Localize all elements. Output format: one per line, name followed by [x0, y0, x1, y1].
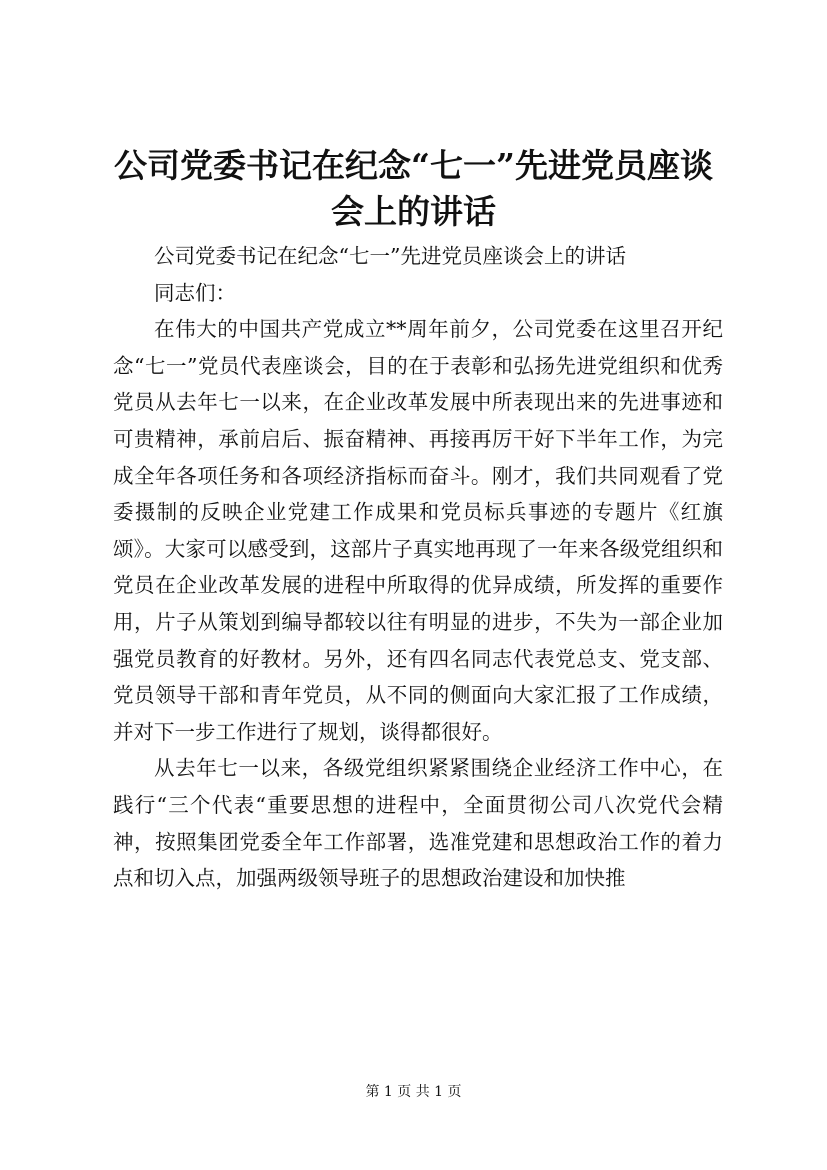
document-title: 公司党委书记在纪念“七一”先进党员座谈会上的讲话 — [114, 146, 713, 231]
body-paragraph: 在伟大的中国共产党成立**周年前夕，公司党委在这里召开纪念“七一”党员代表座谈会，目的在于表彰和弘扬先进党组织和优秀党员从去年七一以来，在企业改革发展中所表现出来的先进事迹和可贵精神，承前启后、振奋精神、再接再厉干好下半年工作，为完成全年各项任务和各项经济指标而奋斗。刚才，我们共同观看了党委摄制的反映企业党建工作成果和党员标兵事迹的专题片《红旗颂》。大家可以感受到，这部片子真实地再现了一年来各级党组织和党员在企业改革发展的进程中所取得的优异成绩，所发挥的重要作用，片子从策划到编导都较以往有明显的进步，不失为一部企业加强党员教育的好教材。另外，还有四名同志代表党总支、党支部、党员领导干部和青年党员，从不同的侧面向大家汇报了工作成绩，并对下一步工作进行了规划，谈得都很好。 — [113, 317, 723, 744]
body-paragraph: 从去年七一以来，各级党组织紧紧围绕企业经济工作中心，在践行“三个代表“重要思想的进程中，全面贯彻公司八次党代会精神，按照集团党委全年工作部署，选准党建和思想政治工作的着力点和切入点，加强两级领导班子的思想政治建设和加快推 — [113, 756, 723, 891]
salutation-paragraph: 同志们： — [154, 280, 236, 305]
document-body — [113, 238, 723, 897]
page-footer: 第 1 页 共 1 页 — [365, 1084, 462, 1100]
subtitle-paragraph: 公司党委书记在纪念“七一”先进党员座谈会上的讲话 — [154, 244, 626, 268]
